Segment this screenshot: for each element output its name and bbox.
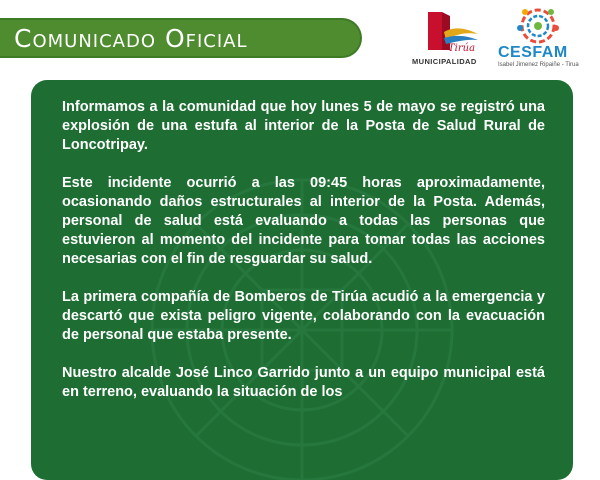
title-banner <box>0 18 362 58</box>
paragraph-3: La primera compañía de Bomberos de Tirúa acudió a la emergencia y descartó que exista peligro vigente, colaborando con la evacuación de personal que estaba presente. <box>62 289 545 343</box>
cesfam-subtitle: Isabel Jimenez Ripaiñe - Tirua <box>498 62 579 68</box>
cesfam-name: CESFAM <box>498 44 568 61</box>
announcement-card <box>31 80 573 480</box>
municipalidad-logo <box>410 10 488 68</box>
announcement-body <box>62 98 545 421</box>
municipalidad-brand: Tirúa <box>448 43 476 54</box>
cesfam-emblem-icon <box>516 6 560 46</box>
page-title: Comunicado Oficial <box>14 24 248 53</box>
paragraph-2: Este incidente ocurrió a las 09:45 horas aproximadamente, ocasionando daños estructurales al interior de la Posta. Además, personal de salud está evaluando a todas las personas que estuvieron al momento del incidente para tomar todas las acciones necesarias con el fin de resguardar su salud. <box>62 175 545 267</box>
cesfam-logo <box>498 6 590 70</box>
paragraph-1: Informamos a la comunidad que hoy lunes 5 de mayo se registró una explosión de una estufa al interior de la Posta de Salud Rural de Loncotripay. <box>62 99 545 153</box>
paragraph-4: Nuestro alcalde José Linco Garrido junto a un equipo municipal está en terreno, evaluando la situación de los <box>62 365 545 400</box>
municipalidad-label: MUNICIPALIDAD <box>412 57 477 66</box>
